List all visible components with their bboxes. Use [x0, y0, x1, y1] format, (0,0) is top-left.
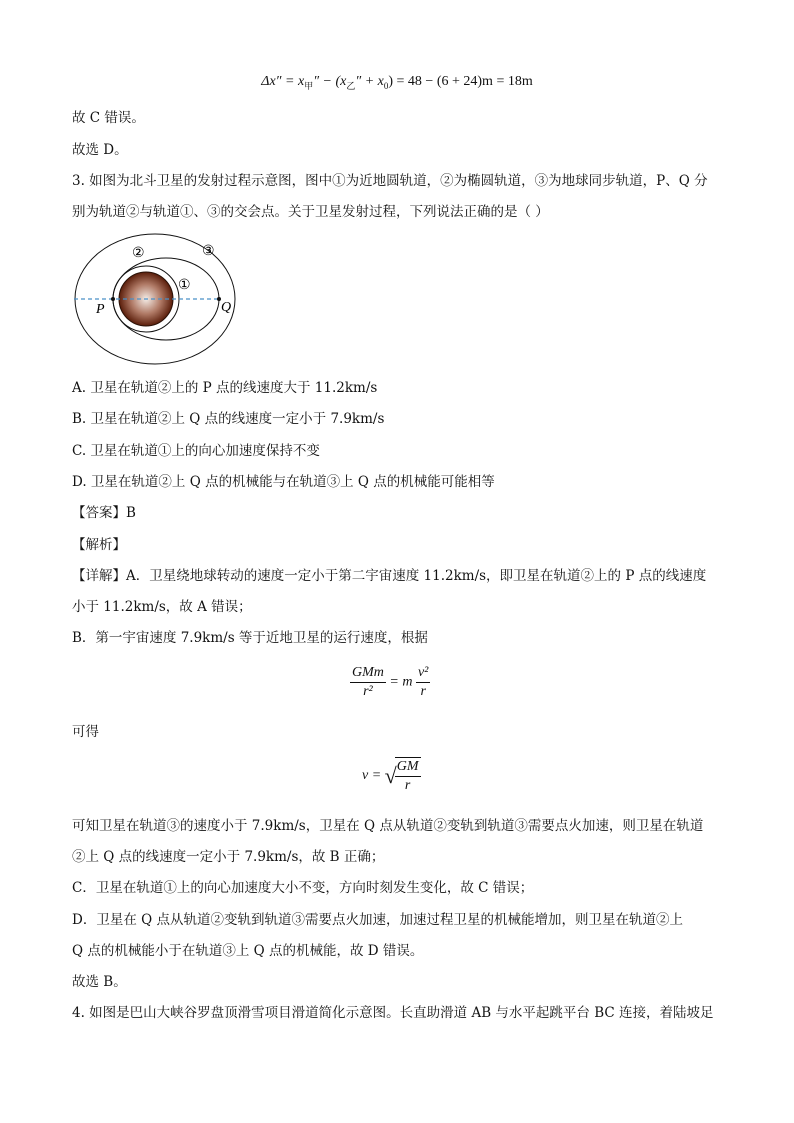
label-orbit-3: ③	[202, 244, 215, 259]
answer-label: 【答案】B	[72, 505, 136, 521]
label-orbit-2: ②	[132, 246, 145, 261]
orbit-diagram	[70, 232, 250, 374]
detail-line-7: D．卫星在 Q 点从轨道②变轨到轨道③需要点火加速，加速过程卫星的机械能增加，则卫星在轨道②上	[72, 912, 683, 928]
option-a: A. 卫星在轨道②上的 P 点的线速度大于 11.2km/s	[72, 380, 378, 396]
question-4-line-1: 4. 如图是巴山大峡谷罗盘顶滑雪项目滑道简化示意图。长直助滑道 AB 与水平起跳平台 BC 连接，着陆坡足	[72, 1005, 714, 1021]
detail-line-8: Q 点的机械能小于在轨道③上 Q 点的机械能，故 D 错误。	[72, 943, 424, 959]
detail-line-1: 【详解】A．卫星绕地球转动的速度一定小于第二宇宙速度 11.2km/s，即卫星在轨道②上的 P 点的线速度	[72, 568, 707, 584]
option-d: D. 卫星在轨道②上 Q 点的机械能与在轨道③上 Q 点的机械能可能相等	[72, 474, 495, 490]
detail-line-3: B．第一宇宙速度 7.9km/s 等于近地卫星的运行速度，根据	[72, 630, 428, 646]
text-c-wrong: 故 C 错误。	[72, 110, 145, 126]
equation-velocity: v = √ $\frac{GM}{r}$	[362, 759, 419, 793]
detail-line-6: C．卫星在轨道①上的向心加速度大小不变，方向时刻发生变化，故 C 错误；	[72, 880, 534, 896]
option-c: C. 卫星在轨道①上的向心加速度保持不变	[72, 443, 320, 459]
detail-line-4: 可知卫星在轨道③的速度小于 7.9km/s，卫星在 Q 点从轨道②变轨到轨道③需要点火加速，则卫星在轨道	[72, 818, 704, 834]
detail-line-2: 小于 11.2km/s，故 A 错误；	[72, 599, 252, 615]
point-p	[111, 297, 115, 301]
detail-line-5: ②上 Q 点的线速度一定小于 7.9km/s，故 B 正确；	[72, 849, 385, 865]
option-b: B. 卫星在轨道②上 Q 点的线速度一定小于 7.9km/s	[72, 411, 385, 427]
text-choose-b: 故选 B。	[72, 974, 127, 990]
label-p: P	[96, 302, 105, 317]
analysis-label: 【解析】	[72, 537, 126, 553]
question-3-line-1: 3. 如图为北斗卫星的发射过程示意图，图中①为近地圆轨道，②为椭圆轨道，③为地球同步轨道，P、Q 分	[72, 173, 708, 189]
text-kede: 可得	[72, 724, 99, 740]
equation-delta-x: $\Delta x'' = x_甲'' - (x_乙'' + x_0) = 48 - (6 + 24)m = 18m$	[261, 74, 533, 91]
text-choose-d: 故选 D。	[72, 142, 128, 158]
label-q: Q	[221, 300, 232, 315]
label-orbit-1: ①	[178, 278, 191, 293]
equation-gravity: $\frac{\text{GMm}}{\text{r²}}$ = m $\frac{\text{v²}}{r}$	[352, 665, 429, 699]
question-3-line-2: 别为轨道②与轨道①、③的交会点。关于卫星发射过程，下列说法正确的是（ ）	[72, 204, 549, 220]
